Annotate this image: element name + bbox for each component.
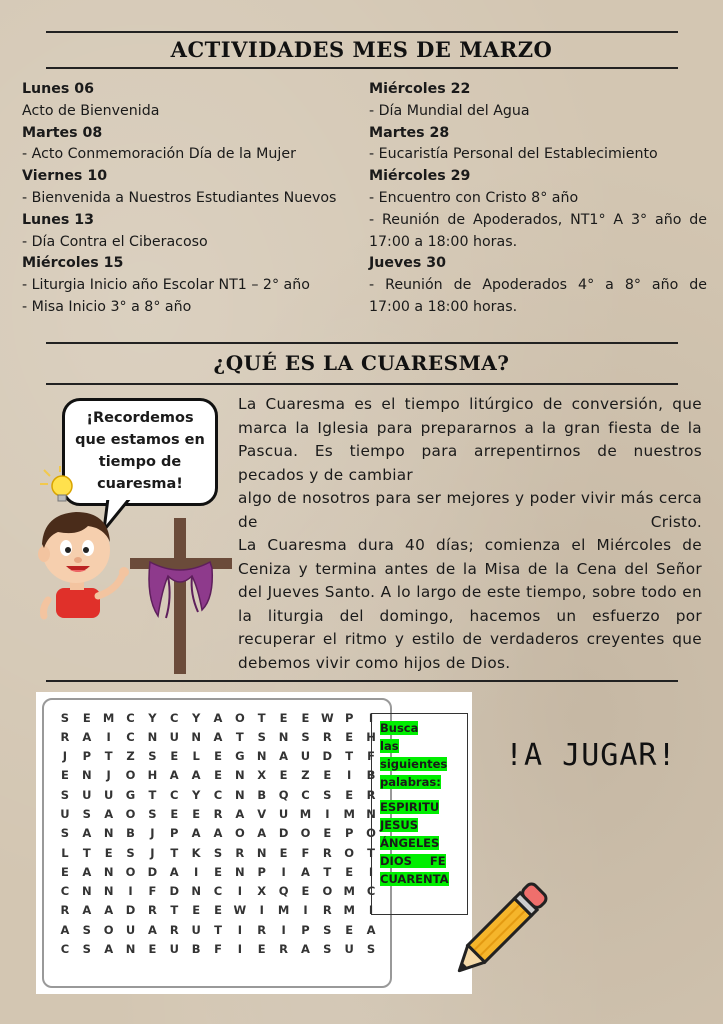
grid-letter[interactable]: I: [193, 864, 199, 879]
grid-letter[interactable]: R: [147, 903, 157, 918]
grid-letter[interactable]: N: [366, 807, 376, 822]
word-item: ESPIRITU: [380, 800, 440, 814]
grid-letter[interactable]: P: [301, 922, 310, 937]
grid-letter[interactable]: E: [301, 884, 310, 899]
grid-letter[interactable]: E: [214, 903, 222, 918]
word-item: JESUS: [380, 818, 419, 832]
grid-letter[interactable]: E: [323, 768, 332, 783]
grid-letter[interactable]: T: [345, 749, 354, 764]
grid-letter[interactable]: M: [343, 903, 355, 918]
grid-letter[interactable]: O: [125, 864, 136, 879]
cuaresma-paragraph: La Cuaresma es el tiempo litúrgico de conversión, que marca la Iglesia para prepararnos a la gran fiesta de la Pascua. Es tiempo para arrepentirnos de nuestros pecados y de cambiar: [238, 395, 702, 484]
grid-letter[interactable]: R: [322, 729, 332, 744]
grid-letter[interactable]: Y: [148, 710, 157, 725]
grid-letter[interactable]: E: [148, 942, 157, 957]
event-item: - Misa Inicio 3° a 8° año: [22, 298, 192, 315]
grid-letter[interactable]: U: [191, 922, 201, 937]
grid-letter[interactable]: A: [82, 864, 92, 879]
grid-letter[interactable]: U: [278, 807, 289, 822]
grid-letter[interactable]: A: [213, 710, 223, 725]
grid-letter[interactable]: N: [278, 729, 289, 744]
play-label: !A JUGAR!: [505, 738, 677, 773]
grid-letter[interactable]: O: [300, 826, 311, 841]
grid-letter[interactable]: U: [103, 787, 114, 802]
grid-letter[interactable]: N: [235, 864, 245, 879]
grid-letter[interactable]: U: [82, 787, 92, 802]
grid-letter[interactable]: A: [301, 864, 310, 879]
grid-letter[interactable]: C: [126, 729, 135, 744]
activities-right-column: [369, 79, 707, 319]
grid-letter[interactable]: R: [322, 903, 332, 918]
grid-letter[interactable]: A: [82, 729, 92, 744]
grid-letter[interactable]: S: [82, 942, 91, 957]
grid-letter[interactable]: I: [303, 903, 308, 918]
grid-letter[interactable]: E: [257, 942, 266, 957]
title-rule: [46, 67, 678, 69]
event-item: - Liturgia Inicio año Escolar NT1 – 2° año: [22, 277, 310, 294]
top-rule: [46, 31, 678, 33]
puzzle-top-rule: [46, 680, 678, 682]
grid-letter[interactable]: M: [299, 807, 312, 822]
grid-letter[interactable]: P: [170, 826, 179, 841]
grid-letter[interactable]: R: [322, 845, 332, 860]
grid-letter[interactable]: C: [126, 710, 135, 725]
grid-letter[interactable]: A: [257, 826, 267, 841]
lightbulb-icon: [38, 466, 82, 506]
grid-letter[interactable]: E: [345, 922, 354, 937]
grid-letter[interactable]: U: [344, 942, 354, 957]
grid-letter[interactable]: I: [106, 729, 111, 744]
grid-letter[interactable]: R: [213, 807, 223, 822]
event-item: - Eucaristía Personal del Establecimiento: [369, 146, 658, 163]
grid-letter[interactable]: C: [170, 787, 179, 802]
grid-letter[interactable]: I: [128, 884, 133, 899]
grid-letter[interactable]: W: [320, 710, 334, 725]
grid-letter[interactable]: C: [60, 884, 70, 899]
bubble-line: tiempo de: [98, 454, 182, 470]
grid-letter[interactable]: N: [256, 845, 267, 860]
grid-letter[interactable]: L: [192, 749, 200, 764]
grid-letter[interactable]: A: [213, 729, 223, 744]
event-item: 17:00 a 18:00 horas.: [369, 233, 518, 250]
grid-letter[interactable]: O: [366, 826, 376, 841]
grid-letter[interactable]: A: [104, 903, 114, 918]
grid-letter[interactable]: N: [191, 729, 201, 744]
day-label: Martes 28: [369, 124, 450, 141]
grid-letter[interactable]: G: [125, 787, 136, 802]
grid-letter[interactable]: U: [169, 942, 179, 957]
grid-letter[interactable]: G: [235, 749, 245, 764]
grid-letter[interactable]: B: [191, 942, 201, 957]
cuaresma-paragraph: La Cuaresma dura 40 días; comienza el Miércoles de Ceniza y termina antes de la Misa de la Cena del Señor del Jueves Santo. A lo largo de este tiempo, sobre todo en la liturgia del domingo, hacemos un esfuerzo por recuperar el ritmo y estilo de verdaderos creyentes que debemos vivir como hijos de Dios.: [238, 536, 702, 672]
grid-letter[interactable]: A: [169, 768, 179, 783]
grid-letter[interactable]: D: [125, 903, 136, 918]
grid-letter[interactable]: E: [345, 729, 354, 744]
grid-letter[interactable]: A: [60, 922, 70, 937]
event-item: Acto de Bienvenida: [22, 102, 160, 119]
grid-letter[interactable]: P: [344, 710, 354, 725]
grid-letter[interactable]: T: [323, 864, 332, 879]
grid-letter[interactable]: B: [257, 787, 267, 802]
day-label: Lunes 13: [22, 211, 94, 228]
grid-letter[interactable]: S: [323, 922, 332, 937]
grid-letter[interactable]: A: [301, 942, 310, 957]
grid-letter[interactable]: N: [125, 942, 136, 957]
grid-letter[interactable]: C: [60, 942, 70, 957]
grid-letter[interactable]: N: [81, 884, 92, 899]
grid-letter[interactable]: S: [323, 787, 332, 802]
grid-letter[interactable]: X: [257, 884, 267, 899]
grid-letter[interactable]: I: [237, 884, 242, 899]
event-item: - Bienvenida a Nuestros Estudiantes Nuevos: [22, 189, 337, 206]
grid-letter[interactable]: E: [192, 807, 201, 822]
grid-letter[interactable]: H: [366, 729, 376, 744]
bubble-line: cuaresma!: [97, 476, 183, 492]
grid-letter[interactable]: A: [213, 826, 223, 841]
grid-letter[interactable]: E: [279, 768, 288, 783]
grid-letter[interactable]: O: [344, 845, 355, 860]
grid-letter[interactable]: E: [61, 864, 69, 879]
grid-letter[interactable]: F: [148, 884, 157, 899]
grid-letter[interactable]: P: [82, 749, 91, 764]
grid-letter[interactable]: Q: [278, 884, 289, 899]
grid-letter[interactable]: T: [82, 845, 91, 860]
grid-letter[interactable]: A: [82, 903, 92, 918]
grid-letter[interactable]: T: [170, 903, 179, 918]
grid-letter[interactable]: S: [60, 710, 70, 725]
grid-letter[interactable]: T: [257, 710, 266, 725]
event-item: 17:00 a 18:00 horas.: [369, 298, 518, 315]
grid-letter[interactable]: J: [150, 845, 155, 860]
grid-letter[interactable]: S: [60, 826, 70, 841]
grid-letter[interactable]: T: [235, 729, 244, 744]
grid-letter[interactable]: R: [235, 845, 245, 860]
grid-letter[interactable]: D: [147, 864, 158, 879]
grid-letter[interactable]: N: [256, 749, 267, 764]
grid-letter[interactable]: N: [147, 729, 158, 744]
activities-title: ACTIVIDADES MES DE MARZO: [170, 37, 553, 62]
grid-letter[interactable]: E: [104, 845, 113, 860]
grid-letter[interactable]: I: [368, 710, 374, 725]
day-label: Jueves 30: [369, 255, 446, 272]
grid-letter[interactable]: C: [213, 884, 223, 899]
event-item: - Acto Conmemoración Día de la Mujer: [22, 146, 296, 163]
day-label: Miércoles 29: [369, 168, 471, 185]
grid-letter[interactable]: I: [347, 768, 352, 783]
grid-letter[interactable]: S: [213, 845, 223, 860]
grid-letter[interactable]: S: [148, 749, 157, 764]
grid-letter[interactable]: F: [367, 749, 375, 764]
grid-letter[interactable]: A: [366, 922, 376, 937]
grid-letter[interactable]: S: [323, 942, 332, 957]
grid-letter[interactable]: Q: [278, 787, 289, 802]
grid-letter[interactable]: U: [125, 922, 136, 937]
grid-letter[interactable]: A: [104, 807, 114, 822]
grid-letter[interactable]: P: [344, 826, 354, 841]
grid-letter[interactable]: E: [82, 710, 91, 725]
grid-letter[interactable]: E: [214, 768, 222, 783]
grid-letter[interactable]: R: [169, 922, 179, 937]
grid-letter[interactable]: O: [125, 807, 136, 822]
word-search-grid[interactable]: [42, 698, 392, 988]
grid-letter[interactable]: E: [345, 787, 354, 802]
grid-letter[interactable]: R: [60, 903, 70, 918]
cuaresma-bottom-rule: [46, 383, 678, 385]
boy-cartoon-icon: [38, 508, 134, 620]
event-item: - Reunión de Apoderados 4° a 8° año de: [369, 277, 707, 294]
grid-letter[interactable]: Z: [301, 768, 310, 783]
grid-letter[interactable]: T: [367, 845, 375, 860]
grid-letter[interactable]: O: [234, 710, 245, 725]
grid-letter[interactable]: E: [279, 710, 288, 725]
grid-letter[interactable]: O: [322, 884, 333, 899]
grid-letter[interactable]: D: [278, 826, 289, 841]
bubble-line: que estamos en: [75, 432, 205, 448]
grid-letter[interactable]: R: [366, 787, 376, 802]
grid-letter[interactable]: S: [82, 807, 91, 822]
grid-letter[interactable]: I: [281, 864, 286, 879]
grid-letter[interactable]: Z: [126, 749, 135, 764]
grid-letter[interactable]: E: [345, 864, 354, 879]
speech-bubble: [62, 398, 218, 506]
grid-letter[interactable]: F: [301, 845, 310, 860]
grid-letter[interactable]: W: [233, 903, 247, 918]
grid-letter[interactable]: A: [169, 864, 179, 879]
grid-letter[interactable]: N: [103, 864, 114, 879]
grid-letter[interactable]: I: [325, 807, 330, 822]
grid-letter[interactable]: N: [103, 826, 114, 841]
cuaresma-title: ¿QUÉ ES LA CUARESMA?: [213, 351, 510, 375]
grid-letter[interactable]: J: [106, 768, 111, 783]
grid-letter[interactable]: A: [82, 826, 92, 841]
grid-letter[interactable]: O: [125, 768, 136, 783]
grid-letter[interactable]: I: [259, 903, 264, 918]
bubble-line: ¡Recordemos: [86, 410, 194, 426]
grid-letter[interactable]: J: [62, 749, 68, 764]
grid-letter[interactable]: S: [82, 922, 91, 937]
grid-letter[interactable]: I: [281, 922, 286, 937]
grid-letter[interactable]: E: [170, 807, 179, 822]
pencil-icon: [444, 862, 568, 986]
grid-letter[interactable]: U: [300, 749, 311, 764]
grid-letter[interactable]: A: [191, 768, 201, 783]
grid-letter[interactable]: M: [343, 884, 355, 899]
grid-letter[interactable]: E: [301, 710, 310, 725]
grid-letter[interactable]: T: [148, 787, 157, 802]
grid-letter[interactable]: A: [279, 749, 289, 764]
grid-letter[interactable]: I: [368, 903, 374, 918]
grid-letter[interactable]: T: [214, 922, 222, 937]
grid-letter[interactable]: I: [237, 922, 242, 937]
grid-letter[interactable]: S: [148, 807, 157, 822]
grid-letter[interactable]: O: [103, 922, 114, 937]
grid-letter[interactable]: R: [60, 729, 70, 744]
grid-letter[interactable]: C: [366, 884, 376, 899]
grid-letter[interactable]: A: [147, 922, 157, 937]
grid-letter[interactable]: B: [366, 768, 376, 783]
grid-letter[interactable]: N: [235, 787, 245, 802]
grid-letter[interactable]: J: [150, 826, 155, 841]
day-label: Martes 08: [22, 124, 103, 141]
grid-letter[interactable]: E: [214, 864, 222, 879]
activities-left-column: [22, 79, 358, 319]
grid-letter[interactable]: S: [60, 787, 70, 802]
grid-letter[interactable]: C: [170, 710, 179, 725]
grid-letter[interactable]: D: [169, 884, 180, 899]
grid-letter[interactable]: N: [103, 884, 114, 899]
grid-letter[interactable]: A: [104, 942, 114, 957]
grid-letter[interactable]: N: [81, 768, 92, 783]
grid-letter[interactable]: S: [257, 729, 266, 744]
grid-letter[interactable]: T: [104, 749, 113, 764]
grid-letter[interactable]: N: [191, 884, 201, 899]
grid-letter[interactable]: Y: [191, 710, 201, 725]
grid-letter[interactable]: F: [214, 942, 222, 957]
grid-letter[interactable]: X: [257, 768, 267, 783]
grid-letter[interactable]: M: [277, 903, 290, 918]
grid-letter[interactable]: S: [301, 729, 310, 744]
grid-letter[interactable]: I: [368, 864, 374, 879]
grid-letter[interactable]: B: [126, 826, 135, 841]
cuaresma-paragraph: algo de nosotros para ser mejores y poder vivir más cerca de Cristo.: [238, 489, 702, 531]
grid-letter[interactable]: E: [323, 826, 332, 841]
grid-letter[interactable]: A: [235, 807, 245, 822]
word-item: CUARENTA: [380, 872, 449, 886]
grid-letter[interactable]: V: [257, 807, 267, 822]
event-item: - Día Mundial del Agua: [369, 102, 530, 119]
grid-letter[interactable]: C: [213, 787, 223, 802]
event-item: - Día Contra el Ciberacoso: [22, 233, 208, 250]
cross-icon: [128, 518, 234, 676]
grid-letter[interactable]: N: [235, 768, 245, 783]
event-item: - Reunión de Apoderados, NT1° A 3° año de: [369, 211, 707, 228]
word-item: DIOS FE: [380, 854, 446, 868]
word-item: ÁNGELES: [380, 836, 440, 850]
grid-letter[interactable]: R: [279, 942, 289, 957]
grid-letter[interactable]: U: [60, 807, 70, 822]
grid-letter[interactable]: P: [257, 864, 266, 879]
grid-letter[interactable]: E: [279, 845, 288, 860]
grid-letter[interactable]: M: [102, 710, 115, 725]
day-label: Miércoles 15: [22, 255, 124, 272]
grid-letter[interactable]: O: [234, 826, 245, 841]
day-label: Lunes 06: [22, 81, 94, 97]
grid-letter[interactable]: C: [301, 787, 310, 802]
grid-letter[interactable]: M: [343, 807, 355, 822]
day-label: Miércoles 22: [369, 81, 471, 97]
grid-letter[interactable]: I: [237, 942, 242, 957]
grid-letter[interactable]: L: [61, 845, 69, 860]
day-label: Viernes 10: [22, 168, 108, 185]
grid-letter[interactable]: E: [192, 903, 201, 918]
grid-letter[interactable]: E: [61, 768, 69, 783]
grid-letter[interactable]: T: [170, 845, 179, 860]
cuaresma-top-rule: [46, 342, 678, 344]
grid-letter[interactable]: S: [366, 942, 376, 957]
grid-letter[interactable]: H: [147, 768, 158, 783]
grid-letter[interactable]: Y: [191, 787, 201, 802]
grid-letter[interactable]: S: [126, 845, 135, 860]
word-list-instructions: Busca las siguientes palabras:: [380, 721, 448, 789]
grid-letter[interactable]: U: [169, 729, 179, 744]
grid-letter[interactable]: D: [322, 749, 333, 764]
word-search-panel: [36, 692, 472, 994]
event-item: - Encuentro con Cristo 8° año: [369, 189, 579, 206]
grid-letter[interactable]: K: [191, 845, 201, 860]
grid-letter[interactable]: E: [170, 749, 179, 764]
grid-letter[interactable]: R: [257, 922, 267, 937]
cuaresma-text: [238, 393, 702, 675]
grid-letter[interactable]: A: [191, 826, 201, 841]
grid-letter[interactable]: E: [214, 749, 222, 764]
